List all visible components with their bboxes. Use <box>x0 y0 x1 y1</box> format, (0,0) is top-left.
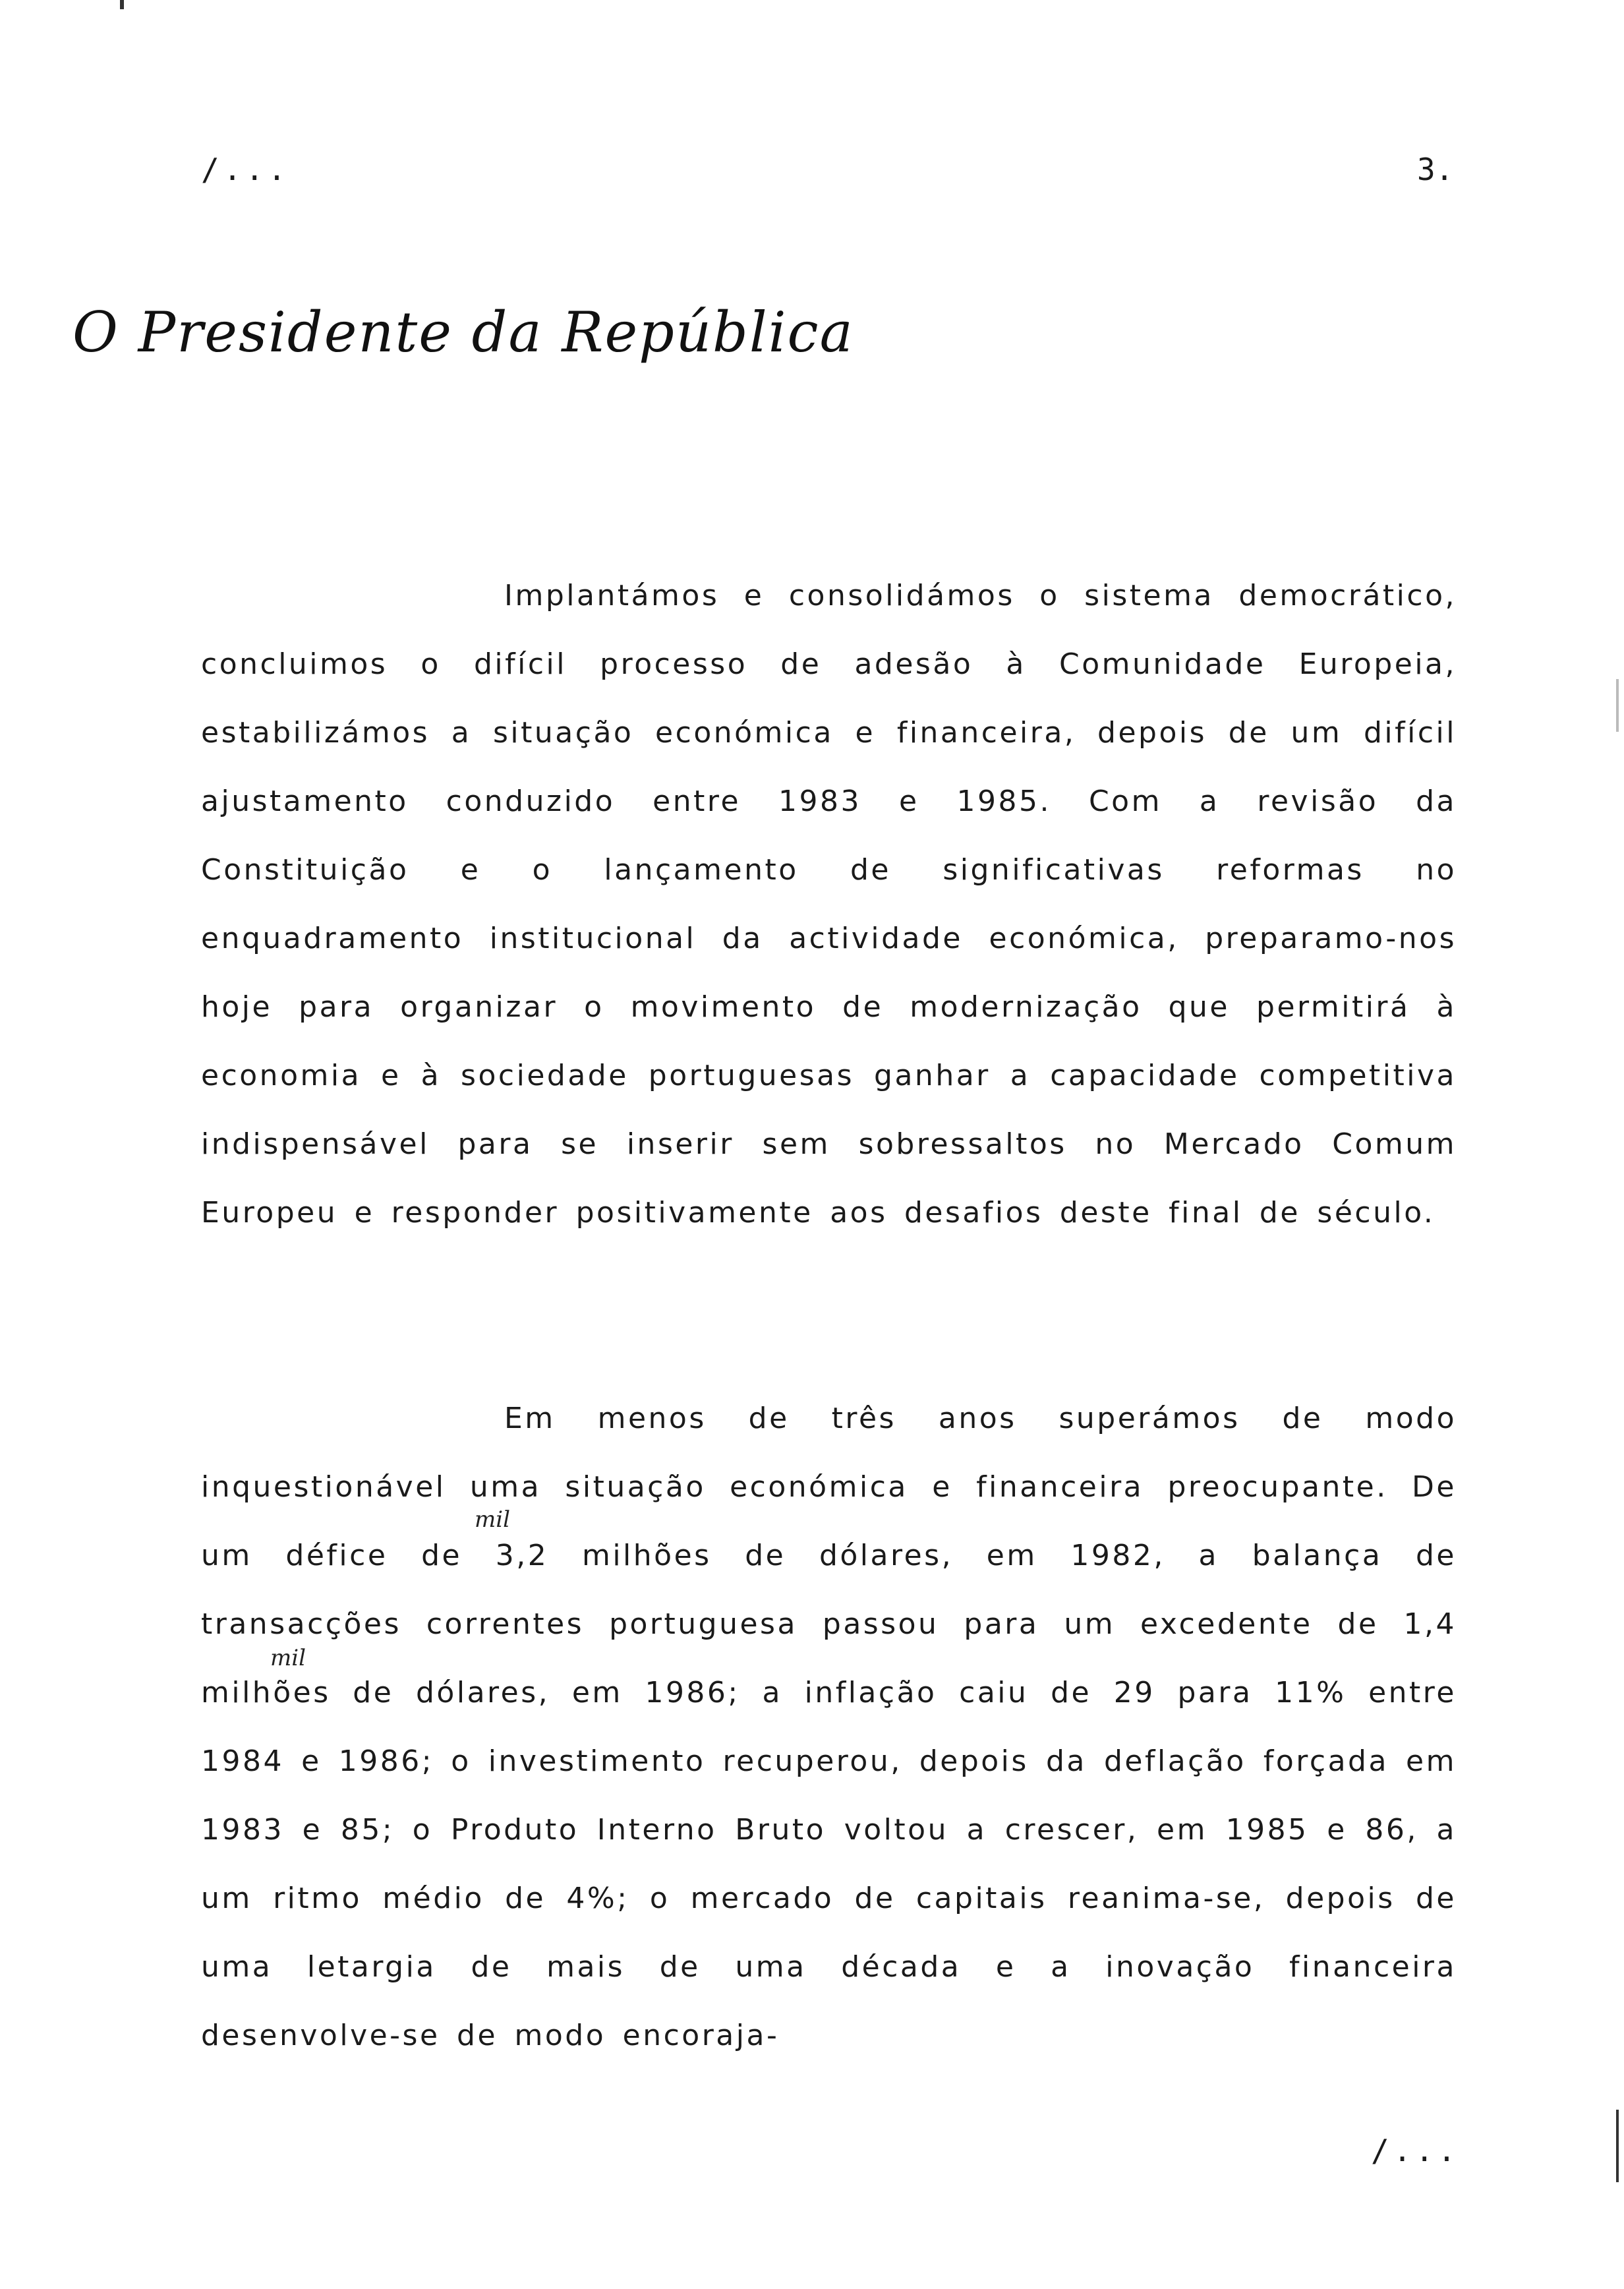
paragraph-1-text: Implantámos e consolidámos o sistema democrático, concluimos o difícil processo de adesão à Comunidade Europeia, estabilizámos a situação económica e financeira, depois de um difícil ajustamento conduzido entre 1983 e 1985. Com a revisão da Constituição e o lançamento de significativas reformas no enquadramento institucional da actividade económica, preparamo-nos hoje para organizar o movimento de modernização que permitirá à economia e à sociedade portuguesas ganhar a capacidade competitiva indispensável para se inserir sem sobressaltos no Mercado Comum Europeu e responder positivamente aos desafios deste final de século. <box>201 579 1457 1230</box>
continuation-marker-top: /... <box>201 152 290 187</box>
scan-edge-mark <box>120 0 124 9</box>
paragraph-1 <box>201 562 1457 1247</box>
handwritten-annotation: mil <box>270 1645 306 1671</box>
page-number: 3. <box>1417 152 1454 187</box>
letterhead-signature: O Presidente da República <box>72 300 854 365</box>
continuation-marker-bottom: /... <box>1371 2133 1460 2168</box>
handwritten-annotation: mil <box>475 1506 510 1533</box>
paragraph-2 <box>201 1384 1457 2070</box>
scan-edge-mark <box>1616 2110 1619 2182</box>
paragraph-2-text: Em menos de três anos superámos de modo inquestionável uma situação económica e financeira preocupante. De um défice de 3,2 milhões de dólares, em 1982, a balança de transacções correntes portuguesa passou para um excedente de 1,4 milhões de dólares, em 1986; a inflação caiu de 29 para 11% entre 1984 e 1986; o investimento recuperou, depois da deflação forçada em 1983 e 85; o Produto Interno Bruto voltou a crescer, em 1985 e 86, a um ritmo médio de 4%; o mercado de capitais reanima-se, depois de uma letargia de mais de uma década e a inovação financeira desenvolve-se de modo encoraja- <box>201 1402 1457 2052</box>
scan-edge-mark <box>1616 679 1619 732</box>
